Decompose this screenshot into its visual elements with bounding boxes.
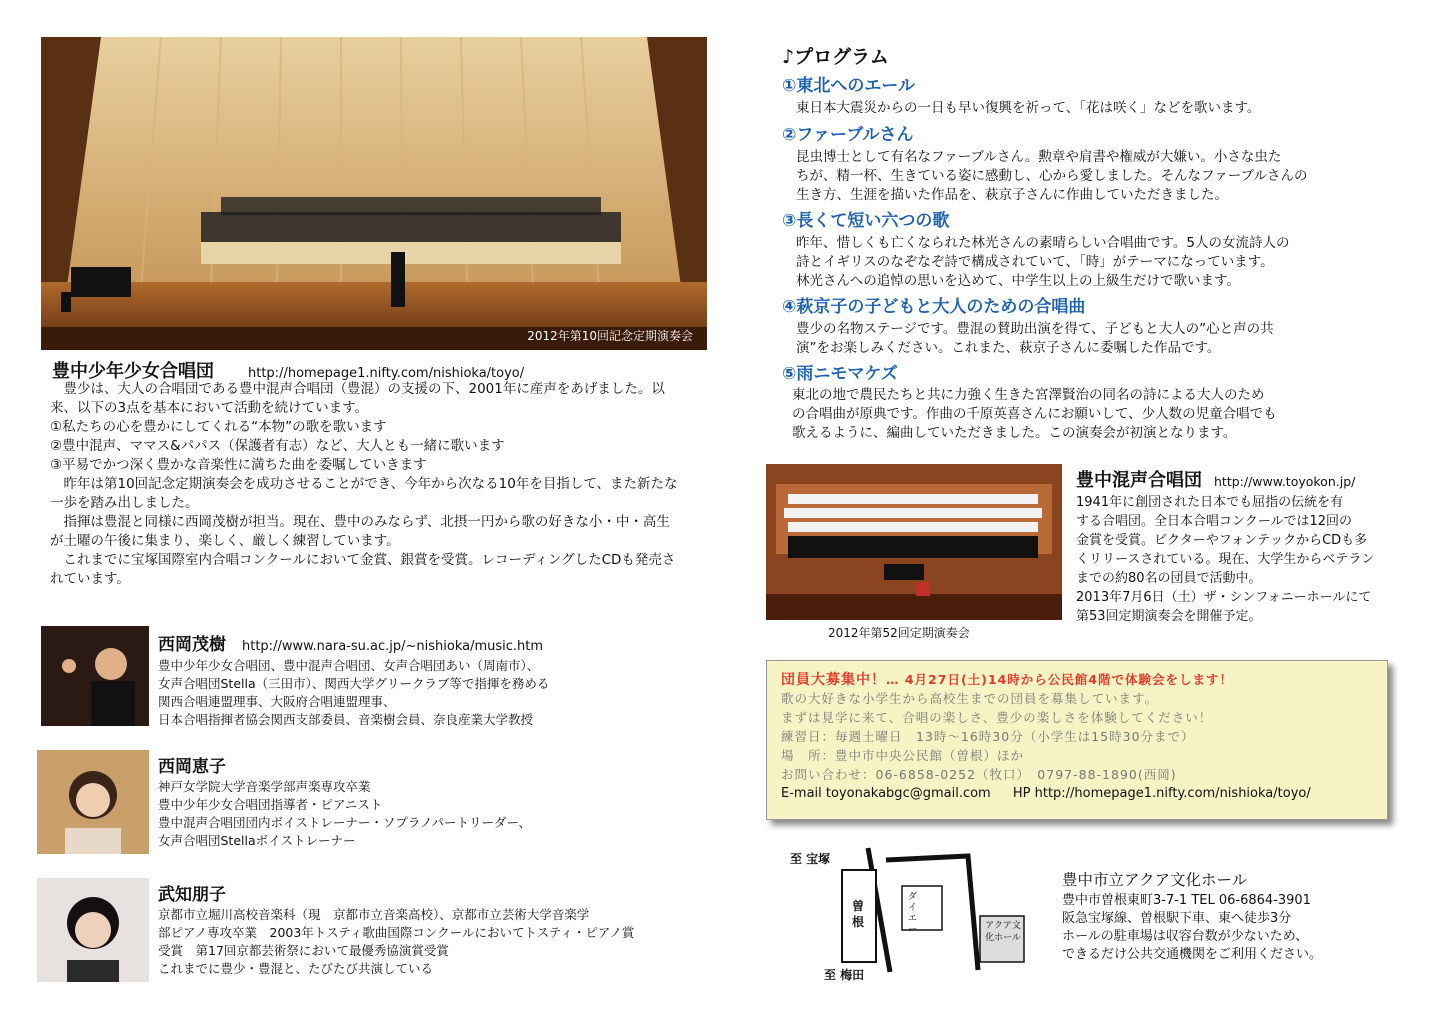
program-item-1-text [782,99,1402,118]
choir-paragraph-1: 豊少は、大人の合唱団である豊中混声合唱団（豊混）の支援の下、2001年に産声をあげました。以来、以下の3点を基本において活動を続けています。 [50,381,665,416]
bio-line: 受賞 第17回京都芸術祭において最優秀協演賞受賞 [158,943,449,958]
recruit-contact-line [781,784,1373,803]
recruit-line-1: 歌の大好きな小学生から高校生までの団員を募集しています。 [781,691,1159,706]
bio-line: 豊中少年少女合唱団指導者・ピアニスト [158,797,383,812]
person-bio-3 [158,906,698,978]
concert-photo-children [41,37,707,350]
program-line: 昆虫博士として有名なファーブルさん。勲章や肩書や権威が大嫌い。小さな虫た [796,149,1282,165]
choir-paragraph-4: ③平易でかつ深く豊かな音楽性に満ちた曲を委嘱していきます [50,457,427,473]
person-name-1: 西岡茂樹 [158,635,226,655]
venue-line: 阪急宝塚線、曽根駅下車、東へ徒歩3分 [1062,911,1292,926]
person-nishioka-keiko [158,752,698,850]
program-item-1-title: ①東北へのエール [782,76,916,96]
recruit-email-link[interactable]: E-mail toyonakabgc@gmail.com [781,786,991,801]
map-label-daiei: ダイエー [908,892,918,935]
program-item-4-text [782,320,1402,358]
photo-caption-mixed-choir: 2012年第52回定期演奏会 [828,626,970,640]
bio-line: これまでに豊少・豊混と、たびたび共演している [158,961,434,976]
konsei-line: くリリースされている。現在、大学生からベテラン [1076,552,1375,567]
konsei-line: までの約80名の団員で活動中。 [1076,571,1262,586]
venue-details [1062,892,1422,964]
bio-line: 豊中混声合唱団団内ボイストレーナー・ソプラノパートリーダー、 [158,815,532,830]
recruit-line-4: 場 所：豊中市中央公民館（曽根）ほか [781,748,1025,763]
bio-line: 神戸女学院大学音楽学部声楽専攻卒業 [158,779,371,794]
konsei-line: 金賞を受賞。ビクターやフォンテックからCDも多 [1076,533,1368,548]
person-name-2: 西岡恵子 [158,757,226,777]
access-map [780,842,1050,982]
konsei-url-link[interactable]: http://www.toyokon.jp/ [1214,474,1356,489]
recruit-hp-link[interactable]: HP http://homepage1.nifty.com/nishioka/toyo/ [1012,786,1311,801]
konsei-line: する合唱団。全日本合唱コンクールでは12回の [1076,514,1353,529]
portrait-nishioka-shigeki [41,626,149,726]
person-bio-1 [158,657,698,729]
recruitment-box [766,660,1388,820]
recruit-line-5: お問い合わせ：06-6858-0252（牧口） 0797-88-1890(西岡) [781,767,1177,782]
choir-description [50,380,680,589]
konsei-name: 豊中混声合唱団 [1076,470,1202,491]
choir-paragraph-6: 指揮は豊混と同様に西岡茂樹が担当。現在、豊中のみならず、北摂一円から歌の好きな小・中・高生が土曜の午後に集まり、楽しく、厳しく練習しています。 [50,514,670,549]
program-item-3-title: ③長くて短い六つの歌 [782,211,950,231]
program-item-4-title: ④萩京子の子どもと大人のための合唱曲 [782,297,1086,317]
person-bio-2 [158,778,698,850]
program-item-2-title: ②ファーブルさん [782,125,914,145]
bio-line: 関西合唱連盟理事、大阪府合唱連盟理事、 [158,694,396,709]
recruit-line-2: まずは見学に来て、合唱の楽しさ、豊少の楽しさを体験してください！ [781,710,1213,725]
konsei-line: 1941年に創団された日本でも屈指の伝統を有 [1076,495,1344,510]
bio-line: 女声合唱団Stellaボイストレーナー [158,833,356,848]
venue-line: 豊中市曽根東町3-7-1 TEL 06-6864-3901 [1062,893,1311,908]
program-line: 歌えるように、編曲していただきました。この演奏会が初演となります。 [792,425,1237,441]
portrait-nishioka-keiko [37,750,149,854]
recruit-headline-main: 団員大募集中！ [781,672,886,688]
bio-line: 京都市立堀川高校音楽科（現 京都市立音楽高校）、京都市立芸術大学音楽学 [158,907,590,922]
program-line: 生き方、生涯を描いた作品を、萩京子さんに作曲していただきました。 [796,187,1228,203]
program-line: ちが、精一杯、生きている姿に感動し、心から愛しました。そんなファーブルさんの [796,168,1308,184]
recruit-headline-sub: … 4月27日(土)14時から公民館4階で体験会をします！ [886,672,1233,687]
stage-illustration [41,37,707,350]
program-line: 豊少の名物ステージです。豊混の賛助出演を得て、子どもと大人の”心と声の共 [796,321,1274,337]
program-section [782,42,1402,443]
person-takechi-tomoko [158,880,698,978]
program-item-5-title: ⑤雨ニモマケズ [782,364,898,384]
bio-line: 部ピアノ専攻卒業 2003年トスティ歌曲国際コンクールにおいてトスティ・ピアノ賞 [158,925,635,940]
program-item-2-text [782,148,1402,205]
choir-paragraph-5: 昨年は第10回記念定期演奏会を成功させることができ、今年から次なる10年を目指して、また新たな一歩を踏み出しました。 [50,476,678,511]
program-line: の合唱曲が原典です。作曲の千原英喜さんにお願いして、少人数の児童合唱でも [792,406,1277,422]
person-name-3: 武知朋子 [158,885,226,905]
program-line: 東日本大震災からの一日も早い復興を祈って、「花は咲く」などを歌います。 [796,100,1261,116]
program-line: 詩とイギリスのなぞなぞ詩で構成されていて、「時」がテーマになっています。 [796,254,1274,270]
venue-line: できるだけ公共交通機関をご利用ください。 [1062,947,1323,962]
bio-line: 女声合唱団Stella（三田市）、関西大学グリークラブ等で指揮を務める [158,676,550,691]
portrait-takechi-tomoko [37,878,149,982]
choir-paragraph-7: これまでに宝塚国際室内合唱コンクールにおいて金賞、銀賞を受賞。レコーディングしたCDも発売されています。 [50,552,676,587]
choir-paragraph-2: ①私たちの心を豊かにしてくれる“本物”の歌を歌います [50,419,387,435]
venue-name: 豊中市立アクア文化ホール [1062,871,1248,889]
program-line: 昨年、惜しくも亡くなられた林光さんの素晴らしい合唱曲です。5人の女流詩人の [796,235,1290,251]
person-url-1[interactable]: http://www.nara-su.ac.jp/~nishioka/music.htm [242,639,544,654]
recruit-line-3: 練習日：毎週土曜日 13時～16時30分（小学生は15時30分まで） [781,729,1195,744]
konsei-description [1076,493,1426,626]
program-line: 演”をお楽しみください。これまた、萩京子さんに委嘱した作品です。 [796,340,1221,356]
konsei-line: 2013年7月6日（土）ザ・シンフォニーホールにて [1076,590,1372,605]
concert-photo-mixed-choir [766,464,1062,620]
konsei-section [1076,466,1426,626]
choir-paragraph-3: ②豊中混声、ママス&パパス（保護者有志）など、大人とも一緒に歌います [50,438,505,454]
bio-line: 日本合唱指揮者協会関西支部委員、音楽樹会員、奈良産業大学教授 [158,712,534,727]
recruit-headline [781,669,1373,689]
konsei-line: 第53回定期演奏会を開催予定。 [1076,609,1262,624]
bio-line: 豊中少年少女合唱団、豊中混声合唱団、女声合唱団あい（周南市）、 [158,658,540,673]
program-item-5-text [782,386,1402,443]
map-label-hall: アクア文化ホール [985,921,1021,943]
venue-section [1062,868,1422,964]
map-label-station: 曽根 [852,899,865,929]
map-label-south: 至 梅田 [824,968,865,982]
map-label-north: 至 宝塚 [790,852,831,866]
program-item-3-text [782,234,1402,291]
person-nishioka-shigeki [158,630,698,729]
program-heading: ♪プログラム [782,46,889,68]
program-line: 林光さんへの追悼の思いを込めて、中学生以上の上級生だけで歌います。 [796,273,1240,289]
program-line: 東北の地で農民たちと共に力強く生きた宮澤賢治の同名の詩による大人のため [792,387,1265,403]
choir-name: 豊中少年少女合唱団 [52,361,214,382]
choir-url-link[interactable]: http://homepage1.nifty.com/nishioka/toyo/ [248,366,525,381]
venue-line: ホールの駐車場は収容台数が少ないため、 [1062,929,1309,944]
photo-caption-children: 2012年第10回記念定期演奏会 [527,329,693,343]
